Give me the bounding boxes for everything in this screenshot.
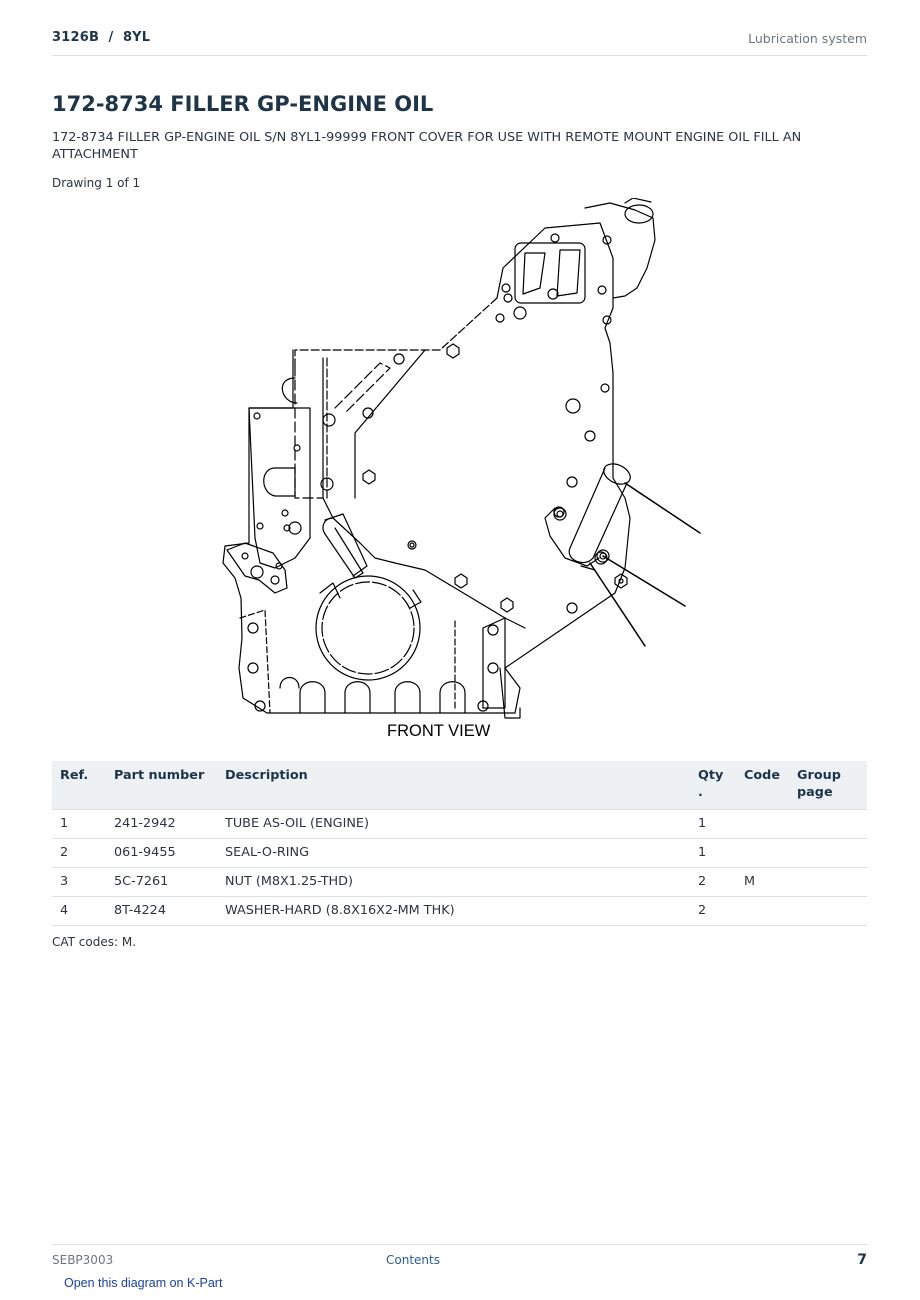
parts-table: [52, 761, 867, 926]
page-footer: [52, 1244, 867, 1274]
cell-qty: 2: [690, 868, 736, 897]
cell-ref: 1: [52, 810, 106, 839]
contents-link[interactable]: Contents: [386, 1253, 440, 1267]
cell-description: NUT (M8X1.25-THD): [217, 868, 690, 897]
cell-ref: 2: [52, 839, 106, 868]
cell-code: [736, 810, 789, 839]
cell-ref: 3: [52, 868, 106, 897]
cell-part-number: 5C-7261: [106, 868, 217, 897]
col-description: Description: [217, 761, 690, 810]
cell-qty: 2: [690, 897, 736, 926]
cell-description: TUBE AS-OIL (ENGINE): [217, 810, 690, 839]
page-number: 7: [857, 1252, 867, 1268]
col-group-page: Group page: [789, 761, 867, 810]
cell-qty: 1: [690, 839, 736, 868]
model-label: 3126B / 8YL: [52, 30, 151, 45]
oil-fill-tube: [569, 468, 627, 563]
cell-description: SEAL-O-RING: [217, 839, 690, 868]
col-ref: Ref.: [52, 761, 106, 810]
cell-group-page: [789, 868, 867, 897]
cell-qty: 1: [690, 810, 736, 839]
front-view-caption: FRONT VIEW: [387, 722, 491, 740]
col-part-number: Part number: [106, 761, 217, 810]
table-row: [52, 897, 867, 926]
table-row: [52, 810, 867, 839]
cell-code: M: [736, 868, 789, 897]
cell-part-number: 8T-4224: [106, 897, 217, 926]
col-code: Code: [736, 761, 789, 810]
cell-ref: 4: [52, 897, 106, 926]
drawing-counter: Drawing 1 of 1: [52, 176, 141, 190]
page-title: 172-8734 FILLER GP-ENGINE OIL: [52, 92, 434, 116]
front-cover-outline: [295, 298, 497, 366]
group-description: 172-8734 FILLER GP-ENGINE OIL S/N 8YL1-99999 FRONT COVER FOR USE WITH REMOTE MOUNT ENGINE OIL FILL AN ATTACHMENT: [52, 130, 802, 162]
cell-part-number: 241-2942: [106, 810, 217, 839]
crank-bore: [316, 576, 420, 680]
table-row: [52, 839, 867, 868]
kpart-diagram-link[interactable]: Open this diagram on K-Part: [64, 1276, 223, 1290]
col-qty: Qty .: [690, 761, 736, 810]
cell-group-page: [789, 897, 867, 926]
section-label: Lubrication system: [748, 31, 867, 46]
page-header: [52, 28, 867, 56]
cell-code: [736, 897, 789, 926]
cat-codes-note: CAT codes: M.: [52, 935, 137, 949]
table-header-row: [52, 761, 867, 810]
cell-group-page: [789, 839, 867, 868]
parts-diagram: [215, 198, 715, 743]
table-row: [52, 868, 867, 897]
cell-part-number: 061-9455: [106, 839, 217, 868]
cell-code: [736, 839, 789, 868]
document-id: SEBP3003: [52, 1253, 114, 1267]
cell-description: WASHER-HARD (8.8X16X2-MM THK): [217, 897, 690, 926]
cell-group-page: [789, 810, 867, 839]
